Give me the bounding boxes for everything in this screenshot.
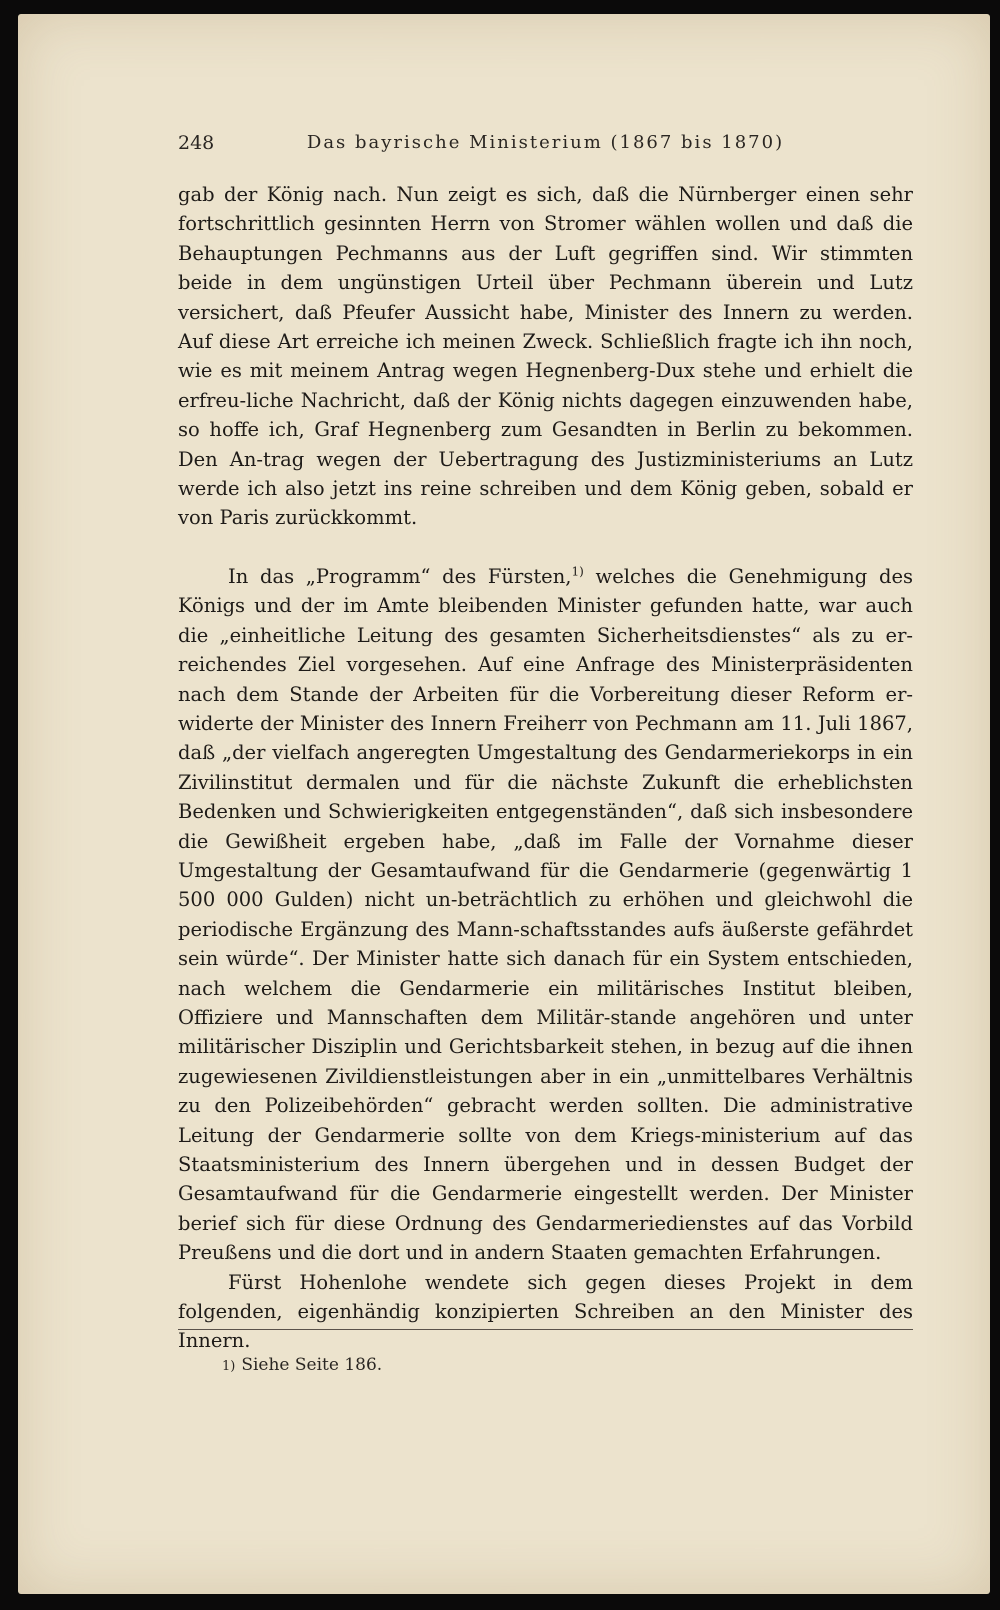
paragraph-hohenlohe: Fürst Hohenlohe wendete sich gegen dieses Projekt in dem folgenden, eigenhändig konzipierten Schreiben an den Minister des Innern. xyxy=(178,1270,913,1353)
paragraph-programm-text: welches die Genehmigung des Königs und der im Amte bleibenden Minister gefunden hatte, war auch die „einheitliche Leitung des gesamten Sicherheitsdienstes“ als zu er-reichendes Ziel vorgesehen. Auf eine Anfrage des Ministerpräsidenten nach dem Stande der Arbeiten für die Vorbereitung dieser Reform er-widerte der Minister des Innern Freiherr von Pechmann am 11. Juli 1867, daß „der vielfach angeregten Umgestaltung des Gendarmeriekorps in ein Zivilinstitut dermalen und für die nächste Zukunft die erheblichsten Bedenken und Schwierigkeiten entgegenständen“, daß sich insbesondere die Gewißheit ergeben habe, „daß im Falle der Vornahme dieser Umgestaltung der Gesamtaufwand für die Gendarmerie (gegenwärtig 1 500 000 Gulden) nicht un-beträchtlich zu erhöhen und gleichwohl die periodische Ergänzung des Mann-schaftsstandes aufs äußerste gefährdet sein würde“. Der Minister hatte sich danach für ein System entschieden, nach welchem die Gendarmerie ein militärisches Institut bleiben, Offiziere und Mannschaften dem Militär-stande angehören und unter militärischer Disziplin und Gerichtsbarkeit stehen, in bezug auf die ihnen zugewiesenen Zivildienstleistungen aber in ein „unmittelbares Verhältnis zu den Polizeibehörden“ gebracht werden sollten. Die administrative Leitung der Gendarmerie sollte von dem Kriegs-ministerium auf das Staatsministerium des Innern übergehen und in dessen Budget der Gesamtaufwand für die Gendarmerie eingestellt werden. Der Minister berief sich für diese Ordnung des Gendarmeriedienstes auf das Vorbild Preußens und die dort und in andern Staaten gemachten Erfahrungen. xyxy=(178,564,913,1265)
footnote-mark: 1) xyxy=(222,1359,236,1374)
footnote-divider xyxy=(178,1329,913,1330)
page-body xyxy=(178,180,913,1356)
paragraph-continuation: gab der König nach. Nun zeigt es sich, daß die Nürnberger einen sehr fortschrittlich gesinnten Herrn von Stromer wählen wollen und daß die Behauptungen Pechmanns aus der Luft gegriffen sind. Wir stimmten beide in dem ungünstigen Urteil über Pechmann überein und Lutz versichert, daß Pfeufer Aussicht habe, Minister des Innern zu werden. Auf diese Art erreiche ich meinen Zweck. Schließlich fragte ich ihn noch, wie es mit meinem Antrag wegen Hegnenberg-Dux stehe und erhielt die erfreu-liche Nachricht, daß der König nichts dagegen einzuwenden habe, so hoffe ich, Graf Hegnenberg zum Gesandten in Berlin zu bekommen. Den An-trag wegen der Uebertragung des Justizministeriums an Lutz werde ich also jetzt ins reine schreiben und dem König geben, sobald er von Paris zurückkommt. xyxy=(178,183,913,530)
footnote-text: Siehe Seite 186. xyxy=(241,1355,383,1375)
footnote-reference[interactable]: 1) xyxy=(571,564,584,579)
footnote xyxy=(222,1355,382,1375)
page-header xyxy=(178,132,913,162)
running-title: Das bayrische Ministerium (1867 bis 1870) xyxy=(306,132,785,153)
page-number: 248 xyxy=(178,132,215,154)
paragraph-programm xyxy=(178,562,913,1268)
paragraph-programm-opening: In das „Programm“ des Fürsten, xyxy=(228,564,572,588)
